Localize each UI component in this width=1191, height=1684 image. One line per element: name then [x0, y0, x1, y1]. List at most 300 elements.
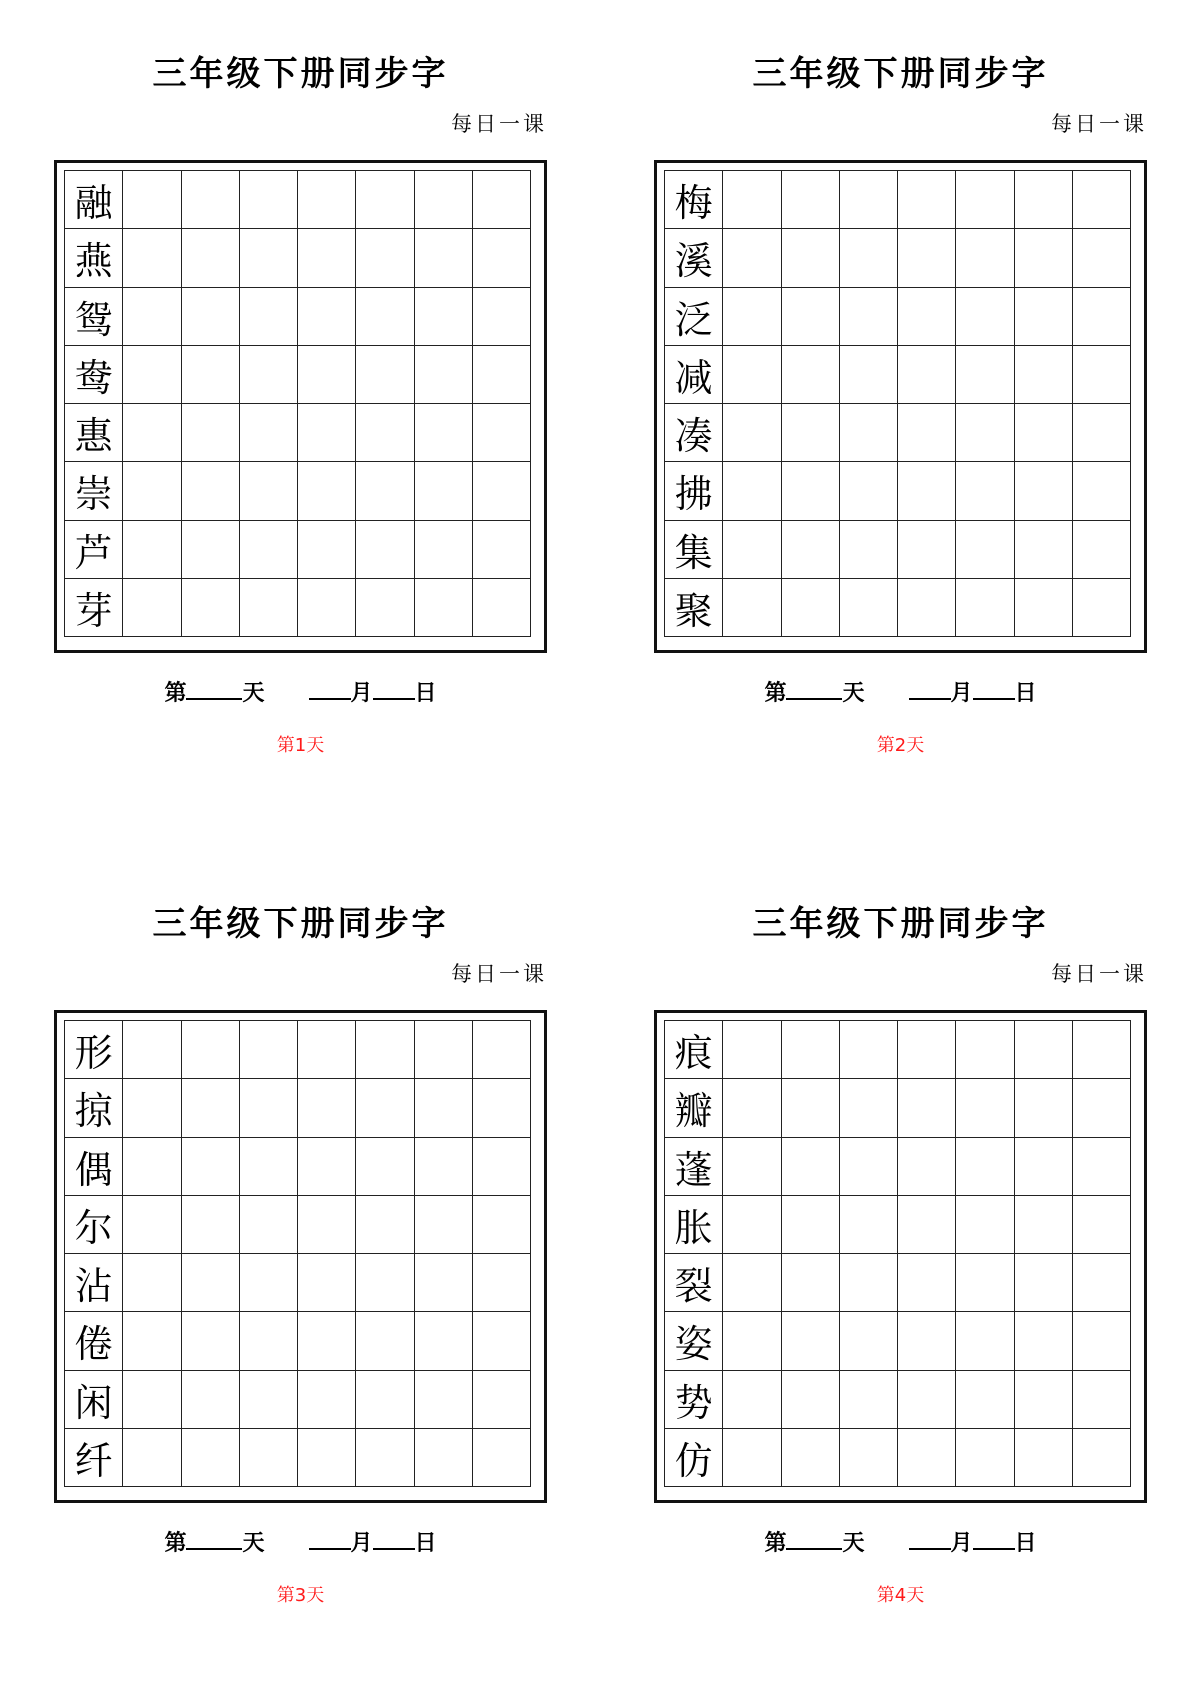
practice-cell: [782, 171, 840, 229]
practice-cell: [240, 1429, 298, 1487]
practice-cell: [356, 404, 414, 462]
practice-cell: [840, 1371, 898, 1429]
model-character-cell: 裂: [665, 1254, 723, 1312]
model-character-cell: 姿: [665, 1312, 723, 1370]
practice-cell: [898, 171, 956, 229]
day-blank: [786, 680, 842, 700]
model-character-cell: 掠: [65, 1079, 123, 1137]
practice-cell: [723, 1371, 781, 1429]
practice-cell: [415, 1254, 473, 1312]
model-character-cell: 纤: [65, 1429, 123, 1487]
practice-cell: [415, 346, 473, 404]
practice-cell: [1015, 171, 1073, 229]
practice-cell: [956, 462, 1014, 520]
practice-cell: [415, 579, 473, 637]
sheet-subtitle: 每日一课: [1051, 962, 1147, 986]
practice-cell: [473, 1429, 531, 1487]
practice-sheet-3: [54, 904, 547, 1606]
practice-cell: [182, 1312, 240, 1370]
practice-cell: [1073, 404, 1131, 462]
model-character-cell: 芽: [65, 579, 123, 637]
practice-cell: [898, 346, 956, 404]
practice-cell: [415, 1138, 473, 1196]
practice-cell: [298, 1079, 356, 1137]
model-character-cell: 芦: [65, 521, 123, 579]
practice-cell: [1073, 1079, 1131, 1137]
practice-cell: [473, 171, 531, 229]
practice-cell: [182, 404, 240, 462]
practice-cell: [782, 1254, 840, 1312]
practice-cell: [782, 1138, 840, 1196]
practice-cell: [898, 288, 956, 346]
practice-cell: [415, 521, 473, 579]
practice-cell: [356, 288, 414, 346]
practice-cell: [356, 1312, 414, 1370]
practice-cell: [723, 462, 781, 520]
practice-cell: [1015, 1312, 1073, 1370]
practice-cell: [1073, 1254, 1131, 1312]
day-label: 第1天: [276, 735, 325, 756]
practice-cell: [723, 579, 781, 637]
practice-cell: [1073, 521, 1131, 579]
practice-cell: [123, 346, 181, 404]
practice-cell: [356, 1196, 414, 1254]
practice-cell: [415, 1079, 473, 1137]
practice-cell: [898, 229, 956, 287]
day-of-month-blank: [973, 1530, 1015, 1550]
model-character-cell: 梅: [665, 171, 723, 229]
practice-sheet-4: [654, 904, 1147, 1606]
practice-cell: [182, 1429, 240, 1487]
practice-cell: [473, 229, 531, 287]
practice-cell: [898, 579, 956, 637]
practice-cell: [240, 1138, 298, 1196]
sheet-title: 三年级下册同步字: [152, 904, 449, 944]
date-di: 第: [764, 680, 787, 706]
practice-cell: [898, 1254, 956, 1312]
practice-cell: [298, 1371, 356, 1429]
practice-cell: [240, 521, 298, 579]
practice-cell: [1073, 1021, 1131, 1079]
practice-cell: [240, 579, 298, 637]
practice-cell: [182, 346, 240, 404]
practice-cell: [182, 229, 240, 287]
practice-cell: [298, 404, 356, 462]
practice-cell: [956, 1429, 1014, 1487]
practice-cell: [723, 1138, 781, 1196]
date-line: [654, 1528, 1147, 1558]
practice-cell: [898, 404, 956, 462]
practice-cell: [956, 1312, 1014, 1370]
sheet-title: 三年级下册同步字: [752, 54, 1049, 94]
practice-cell: [182, 521, 240, 579]
practice-cell: [956, 288, 1014, 346]
practice-cell: [1015, 462, 1073, 520]
practice-cell: [840, 521, 898, 579]
practice-cell: [723, 1254, 781, 1312]
practice-cell: [723, 1079, 781, 1137]
practice-cell: [473, 288, 531, 346]
date-di: 第: [164, 1530, 187, 1556]
practice-cell: [415, 1429, 473, 1487]
practice-cell: [840, 404, 898, 462]
practice-cell: [1015, 1079, 1073, 1137]
day-of-month-blank: [973, 680, 1015, 700]
date-yue: 月: [950, 1530, 973, 1556]
practice-cell: [182, 171, 240, 229]
practice-cell: [782, 1429, 840, 1487]
practice-cell: [298, 229, 356, 287]
date-line: [54, 1528, 547, 1558]
model-character-cell: 沾: [65, 1254, 123, 1312]
practice-cell: [240, 1371, 298, 1429]
practice-cell: [723, 1312, 781, 1370]
practice-cell: [956, 521, 1014, 579]
practice-cell: [898, 521, 956, 579]
practice-cell: [123, 1021, 181, 1079]
practice-cell: [1015, 521, 1073, 579]
month-blank: [309, 1530, 351, 1550]
practice-cell: [240, 288, 298, 346]
practice-cell: [182, 462, 240, 520]
practice-cell: [782, 579, 840, 637]
practice-cell: [182, 1371, 240, 1429]
practice-cell: [123, 1312, 181, 1370]
model-character-cell: 鸳: [65, 288, 123, 346]
practice-cell: [123, 462, 181, 520]
practice-cell: [898, 1079, 956, 1137]
practice-cell: [298, 288, 356, 346]
practice-cell: [782, 1371, 840, 1429]
day-blank: [786, 1530, 842, 1550]
practice-cell: [298, 1021, 356, 1079]
date-line: [654, 678, 1147, 708]
practice-cell: [782, 404, 840, 462]
practice-cell: [356, 1429, 414, 1487]
model-character-cell: 倦: [65, 1312, 123, 1370]
model-character-cell: 燕: [65, 229, 123, 287]
practice-cell: [898, 1429, 956, 1487]
practice-cell: [723, 521, 781, 579]
model-character-cell: 减: [665, 346, 723, 404]
practice-cell: [898, 1021, 956, 1079]
practice-cell: [182, 1254, 240, 1312]
practice-cell: [1015, 579, 1073, 637]
practice-cell: [782, 521, 840, 579]
model-character-cell: 凑: [665, 404, 723, 462]
practice-cell: [1015, 1196, 1073, 1254]
practice-cell: [1073, 579, 1131, 637]
practice-cell: [298, 1312, 356, 1370]
practice-cell: [723, 171, 781, 229]
practice-cell: [123, 229, 181, 287]
practice-cell: [123, 1079, 181, 1137]
practice-cell: [898, 1312, 956, 1370]
date-yue: 月: [350, 1530, 373, 1556]
practice-cell: [1073, 171, 1131, 229]
date-ri: 日: [1014, 1530, 1037, 1556]
practice-cell: [415, 462, 473, 520]
practice-cell: [182, 1138, 240, 1196]
practice-cell: [240, 1021, 298, 1079]
practice-cell: [473, 1254, 531, 1312]
practice-cell: [1015, 288, 1073, 346]
practice-cell: [298, 1138, 356, 1196]
practice-cell: [473, 462, 531, 520]
practice-cell: [1073, 346, 1131, 404]
practice-cell: [356, 229, 414, 287]
practice-cell: [956, 1021, 1014, 1079]
sheet-subtitle: 每日一课: [1051, 112, 1147, 136]
practice-cell: [356, 462, 414, 520]
model-character-cell: 闲: [65, 1371, 123, 1429]
practice-cell: [840, 1429, 898, 1487]
practice-cell: [898, 462, 956, 520]
model-character-cell: 鸯: [65, 346, 123, 404]
practice-cell: [956, 404, 1014, 462]
practice-cell: [123, 404, 181, 462]
sheet-subtitle: 每日一课: [451, 112, 547, 136]
practice-cell: [123, 1138, 181, 1196]
practice-cell: [356, 1021, 414, 1079]
practice-cell: [723, 404, 781, 462]
practice-cell: [956, 1196, 1014, 1254]
practice-cell: [473, 521, 531, 579]
practice-cell: [723, 346, 781, 404]
day-of-month-blank: [373, 680, 415, 700]
tianzige-grid: [664, 1020, 1131, 1487]
practice-cell: [956, 1138, 1014, 1196]
practice-cell: [782, 1196, 840, 1254]
practice-cell: [473, 404, 531, 462]
practice-cell: [723, 1021, 781, 1079]
model-character-cell: 溪: [665, 229, 723, 287]
day-blank: [186, 1530, 242, 1550]
practice-cell: [356, 1138, 414, 1196]
practice-cell: [182, 288, 240, 346]
practice-cell: [1015, 1429, 1073, 1487]
practice-sheet-2: [654, 54, 1147, 756]
practice-cell: [473, 579, 531, 637]
practice-cell: [1015, 346, 1073, 404]
model-character-cell: 蓬: [665, 1138, 723, 1196]
practice-cell: [415, 288, 473, 346]
practice-cell: [1073, 1429, 1131, 1487]
model-character-cell: 仿: [665, 1429, 723, 1487]
date-tian: 天: [242, 1530, 265, 1556]
practice-cell: [956, 579, 1014, 637]
tianzige-grid: [64, 1020, 531, 1487]
practice-cell: [956, 1254, 1014, 1312]
practice-cell: [123, 579, 181, 637]
practice-cell: [240, 1254, 298, 1312]
practice-cell: [356, 579, 414, 637]
month-blank: [909, 1530, 951, 1550]
practice-cell: [782, 346, 840, 404]
date-line: [54, 678, 547, 708]
model-character-cell: 泛: [665, 288, 723, 346]
practice-cell: [723, 1196, 781, 1254]
practice-cell: [123, 521, 181, 579]
date-ri: 日: [414, 680, 437, 706]
practice-cell: [298, 346, 356, 404]
practice-cell: [415, 1196, 473, 1254]
practice-cell: [1073, 1138, 1131, 1196]
practice-cell: [298, 1429, 356, 1487]
practice-cell: [298, 1254, 356, 1312]
practice-cell: [1015, 229, 1073, 287]
practice-cell: [240, 462, 298, 520]
practice-cell: [356, 346, 414, 404]
practice-cell: [782, 1021, 840, 1079]
model-character-cell: 惠: [65, 404, 123, 462]
practice-cell: [956, 229, 1014, 287]
model-character-cell: 偶: [65, 1138, 123, 1196]
practice-cell: [782, 462, 840, 520]
practice-cell: [1073, 1196, 1131, 1254]
practice-cell: [415, 1021, 473, 1079]
model-character-cell: 瓣: [665, 1079, 723, 1137]
practice-cell: [782, 1312, 840, 1370]
practice-cell: [1015, 404, 1073, 462]
model-character-cell: 势: [665, 1371, 723, 1429]
day-of-month-blank: [373, 1530, 415, 1550]
practice-cell: [1073, 1371, 1131, 1429]
practice-cell: [356, 1254, 414, 1312]
practice-cell: [898, 1196, 956, 1254]
practice-cell: [240, 1196, 298, 1254]
practice-cell: [240, 346, 298, 404]
practice-cell: [956, 1371, 1014, 1429]
model-character-cell: 聚: [665, 579, 723, 637]
sheet-title: 三年级下册同步字: [152, 54, 449, 94]
practice-cell: [1015, 1021, 1073, 1079]
tianzige-grid: [664, 170, 1131, 637]
practice-cell: [840, 1138, 898, 1196]
practice-cell: [123, 288, 181, 346]
practice-cell: [240, 171, 298, 229]
practice-cell: [240, 404, 298, 462]
practice-cell: [415, 1371, 473, 1429]
practice-cell: [298, 579, 356, 637]
practice-cell: [782, 288, 840, 346]
practice-cell: [782, 1079, 840, 1137]
day-label: 第3天: [276, 1585, 325, 1606]
practice-cell: [1073, 288, 1131, 346]
practice-cell: [723, 288, 781, 346]
practice-cell: [123, 1196, 181, 1254]
model-character-cell: 拂: [665, 462, 723, 520]
practice-cell: [840, 346, 898, 404]
practice-cell: [473, 346, 531, 404]
practice-cell: [840, 1312, 898, 1370]
sheet-title: 三年级下册同步字: [752, 904, 1049, 944]
practice-cell: [123, 1254, 181, 1312]
practice-cell: [123, 1371, 181, 1429]
date-yue: 月: [350, 680, 373, 706]
practice-cell: [123, 171, 181, 229]
practice-cell: [182, 1079, 240, 1137]
date-tian: 天: [842, 680, 865, 706]
model-character-cell: 融: [65, 171, 123, 229]
date-tian: 天: [242, 680, 265, 706]
practice-cell: [240, 1312, 298, 1370]
model-character-cell: 集: [665, 521, 723, 579]
practice-sheet-1: [54, 54, 547, 756]
date-di: 第: [764, 1530, 787, 1556]
practice-cell: [1015, 1371, 1073, 1429]
practice-cell: [473, 1138, 531, 1196]
practice-cell: [1073, 462, 1131, 520]
practice-cell: [840, 171, 898, 229]
practice-cell: [298, 462, 356, 520]
practice-cell: [723, 1429, 781, 1487]
practice-cell: [473, 1196, 531, 1254]
practice-cell: [840, 579, 898, 637]
month-blank: [309, 680, 351, 700]
practice-cell: [898, 1371, 956, 1429]
model-character-cell: 痕: [665, 1021, 723, 1079]
practice-cell: [840, 1079, 898, 1137]
practice-cell: [1015, 1138, 1073, 1196]
day-label: 第4天: [876, 1585, 925, 1606]
date-ri: 日: [414, 1530, 437, 1556]
practice-cell: [240, 229, 298, 287]
date-ri: 日: [1014, 680, 1037, 706]
practice-cell: [356, 171, 414, 229]
model-character-cell: 形: [65, 1021, 123, 1079]
practice-cell: [840, 1021, 898, 1079]
practice-cell: [298, 521, 356, 579]
practice-cell: [898, 1138, 956, 1196]
practice-cell: [840, 229, 898, 287]
practice-cell: [415, 1312, 473, 1370]
practice-cell: [840, 1196, 898, 1254]
tianzige-grid: [64, 170, 531, 637]
practice-cell: [473, 1079, 531, 1137]
practice-cell: [473, 1371, 531, 1429]
date-tian: 天: [842, 1530, 865, 1556]
practice-cell: [782, 229, 840, 287]
practice-cell: [356, 521, 414, 579]
practice-cell: [723, 229, 781, 287]
practice-cell: [298, 1196, 356, 1254]
practice-cell: [356, 1079, 414, 1137]
practice-cell: [840, 1254, 898, 1312]
practice-cell: [356, 1371, 414, 1429]
sheet-subtitle: 每日一课: [451, 962, 547, 986]
practice-cell: [473, 1312, 531, 1370]
date-yue: 月: [950, 680, 973, 706]
practice-cell: [840, 288, 898, 346]
practice-cell: [182, 1196, 240, 1254]
model-character-cell: 尔: [65, 1196, 123, 1254]
month-blank: [909, 680, 951, 700]
practice-cell: [182, 1021, 240, 1079]
day-blank: [186, 680, 242, 700]
practice-cell: [415, 404, 473, 462]
practice-cell: [1073, 1312, 1131, 1370]
practice-cell: [956, 1079, 1014, 1137]
practice-cell: [415, 171, 473, 229]
model-character-cell: 崇: [65, 462, 123, 520]
model-character-cell: 胀: [665, 1196, 723, 1254]
practice-cell: [182, 579, 240, 637]
day-label: 第2天: [876, 735, 925, 756]
practice-cell: [240, 1079, 298, 1137]
practice-cell: [956, 171, 1014, 229]
practice-cell: [415, 229, 473, 287]
